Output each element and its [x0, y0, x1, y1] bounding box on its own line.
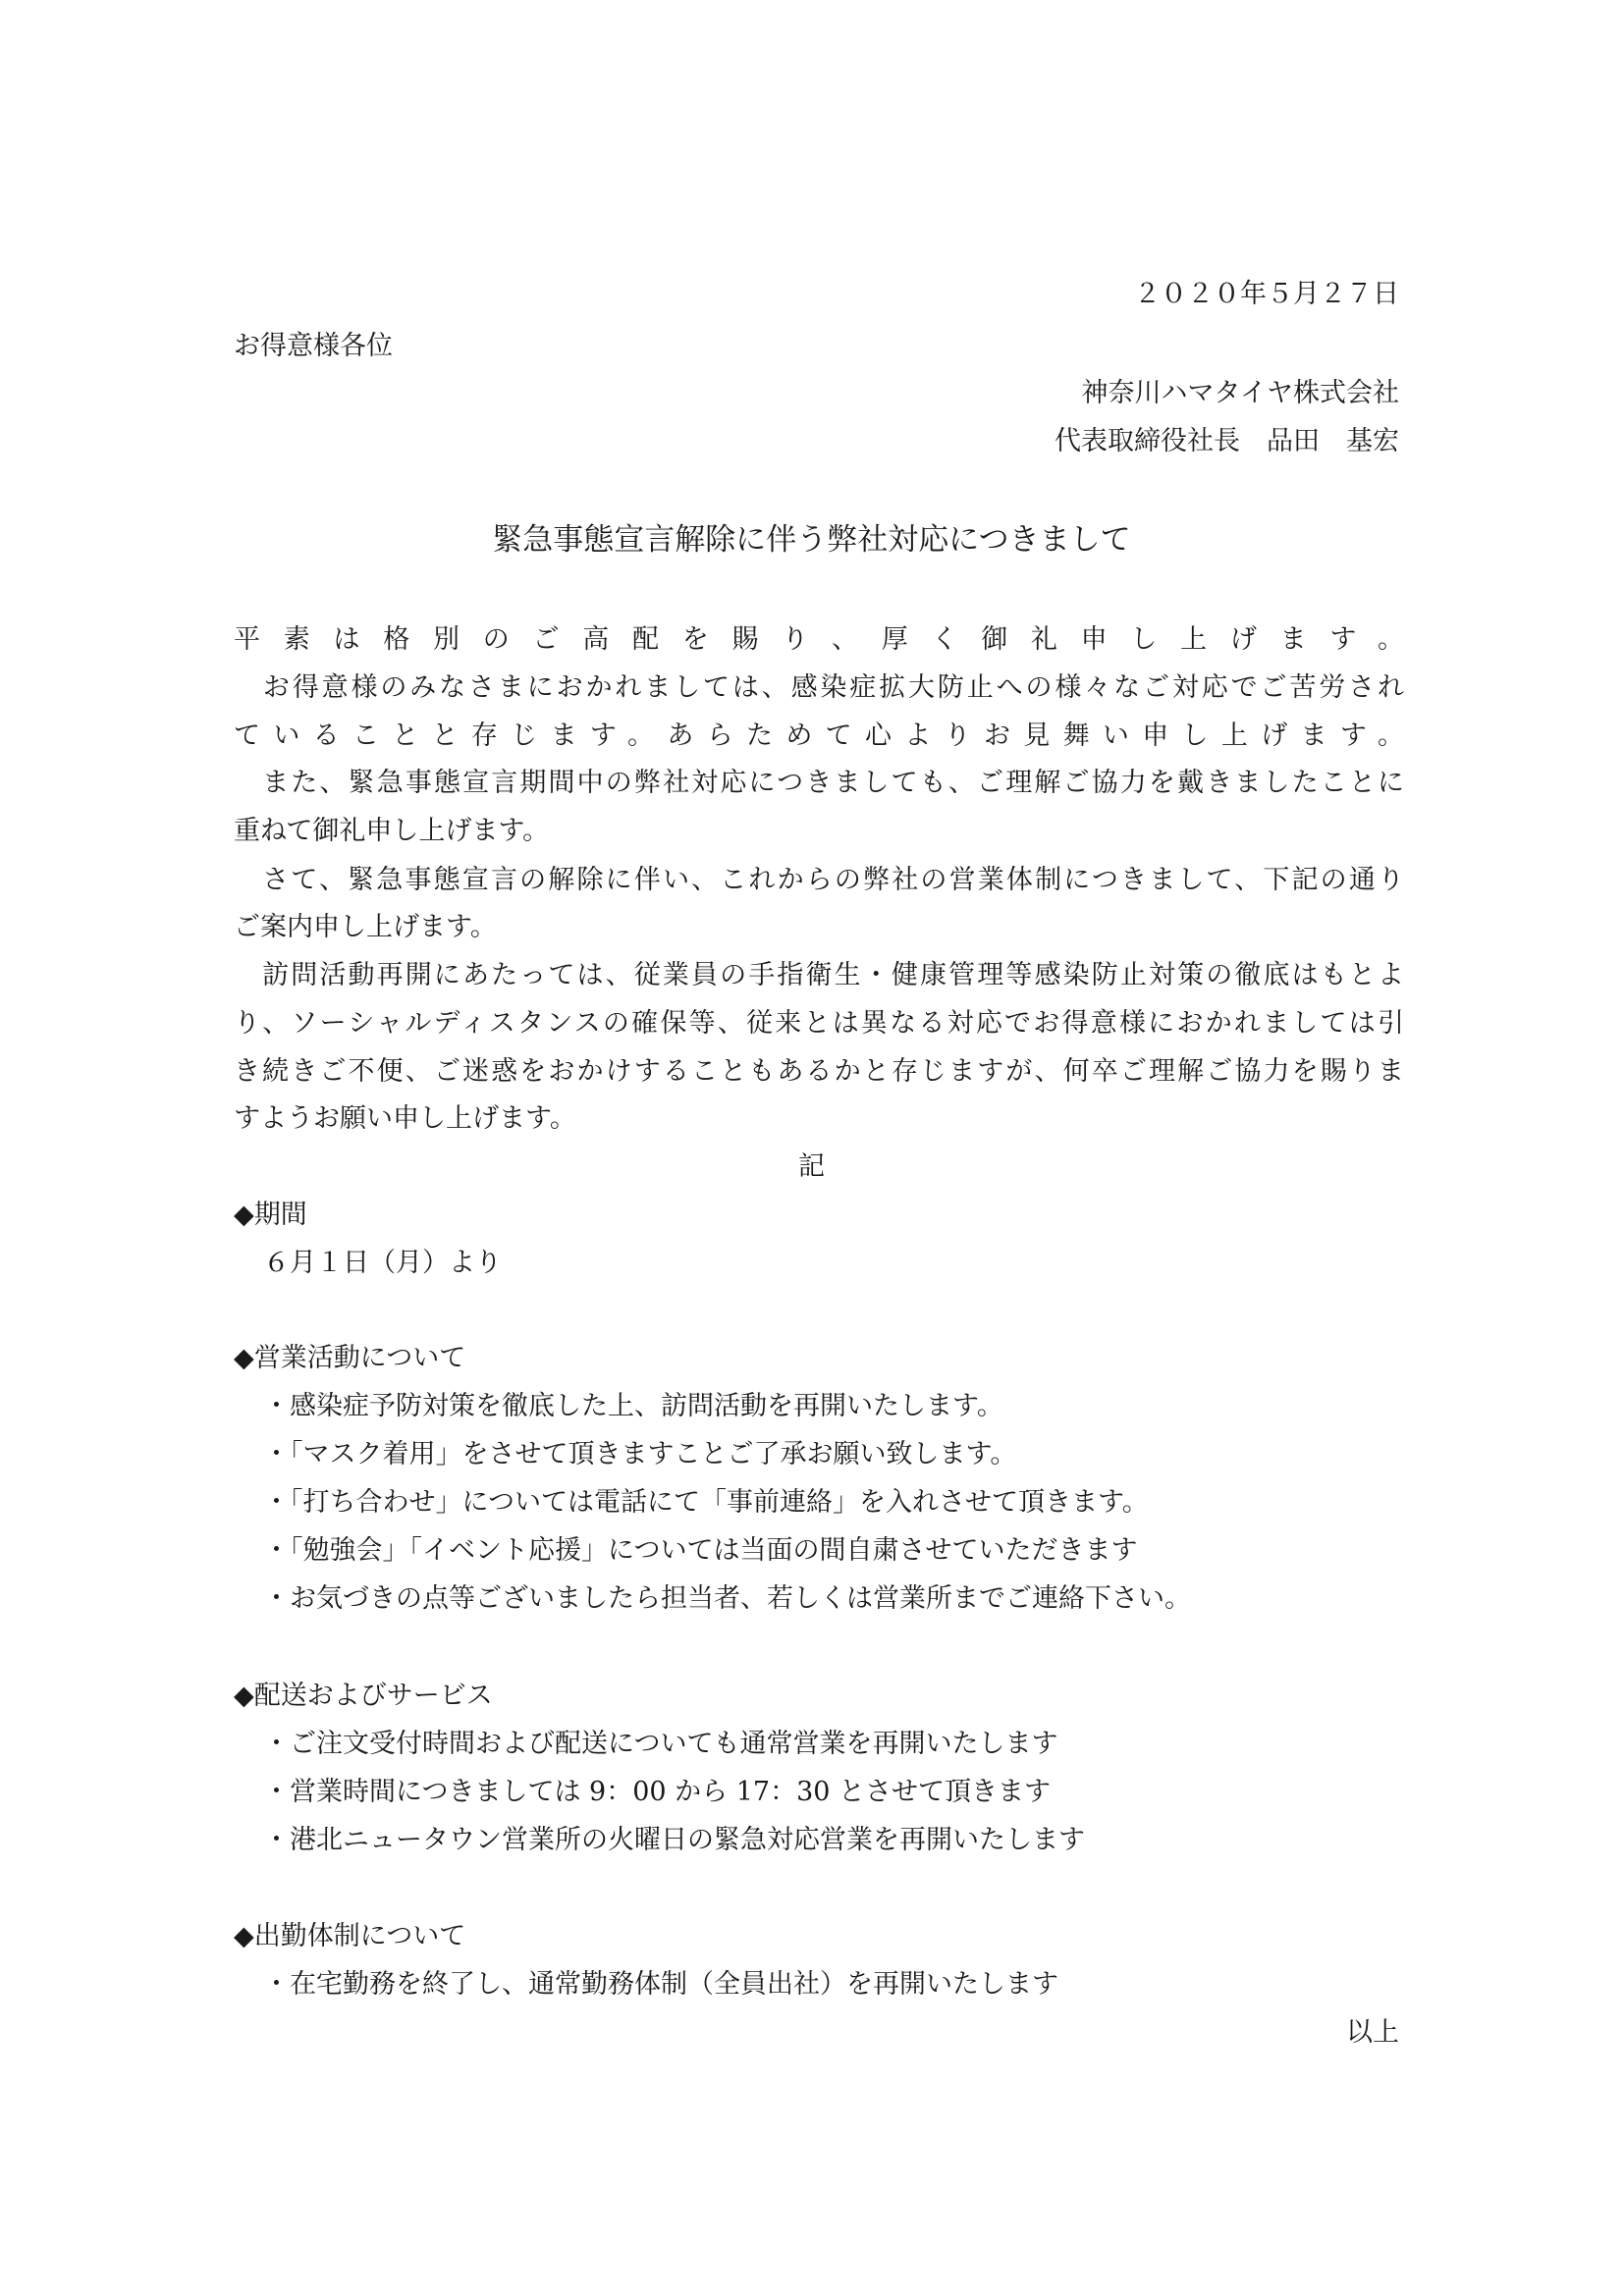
- section-heading: ◆出勤体制について: [234, 1921, 466, 1951]
- list-item: ・ご注文受付時間および配送についても通常営業を再開いたします: [263, 1729, 1058, 1759]
- body-line: すようお願い申し上げます。: [234, 1103, 576, 1134]
- body-line: さて、緊急事態宣言の解除に伴い、これからの弊社の営業体制につきまして、下記の通り: [234, 865, 1404, 895]
- list-item: ・感染症予防対策を徹底した上、訪問活動を再開いたします。: [263, 1391, 1003, 1421]
- body-line: また、緊急事態宣言期間中の弊社対応につきましても、ご理解ご協力を戴きましたことに: [234, 768, 1404, 798]
- list-item: ・在宅勤務を終了し、通常勤務体制（全員出社）を再開いたします: [263, 1969, 1058, 2000]
- body-line: お得意様のみなさまにおかれましては、感染症拡大防止への様々なご対応でご苦労され: [234, 672, 1404, 703]
- body-line: ご案内申し上げます。: [234, 912, 497, 942]
- section-heading: ◆営業活動について: [234, 1343, 466, 1373]
- list-item: ・「打ち合わせ」については電話にて「事前連絡」を入れさせて頂きます。: [263, 1487, 1149, 1518]
- closing-ijou: 以上: [1346, 2017, 1399, 2048]
- list-item: ・「勉強会」「イベント応援」については当面の間自粛させていただきます: [263, 1535, 1138, 1566]
- body-line: き続きご不便、ご迷惑をおかけすることもあるかと存じますが、何卒ご理解ご協力を賜りま: [234, 1056, 1404, 1087]
- list-item: ・港北ニュータウン営業所の火曜日の緊急対応営業を再開いたします: [263, 1825, 1085, 1855]
- date: ２０２０年５月２７日: [1134, 279, 1399, 309]
- recipient: お得意様各位: [234, 331, 393, 361]
- body-line: 平素は格別のご高配を賜り、厚く御礼申し上げます。: [234, 624, 1404, 655]
- ki-marker: 記: [798, 1151, 825, 1182]
- list-item: ６月１日（月）より: [263, 1248, 502, 1278]
- body-line: り、ソーシャルディスタンスの確保等、従来とは異なる対応でお得意様におかれましては引: [234, 1008, 1404, 1039]
- section-heading: ◆配送およびサービス: [234, 1681, 493, 1711]
- list-item: ・お気づきの点等ございましたら担当者、若しくは営業所までご連絡下さい。: [263, 1583, 1191, 1614]
- company-name: 神奈川ハマタイヤ株式会社: [1081, 378, 1399, 408]
- body-line: 重ねて御礼申し上げます。: [234, 816, 550, 846]
- list-item: ・「マスク着用」をさせて頂きますことご了承お願い致します。: [263, 1439, 1017, 1469]
- page-title: 緊急事態宣言解除に伴う弊社対応につきまして: [492, 522, 1131, 558]
- list-item: ・営業時間につきましては 9：00 から 17：30 とさせて頂きます: [263, 1777, 1052, 1807]
- body-line: 訪問活動再開にあたっては、従業員の手指衛生・健康管理等感染防止対策の徹底はもとよ: [234, 960, 1404, 990]
- representative: 代表取締役社長 品田 基宏: [1055, 426, 1399, 456]
- section-heading: ◆期間: [234, 1200, 307, 1230]
- body-line: ていることと存じます。あらためて心よりお見舞い申し上げます。: [234, 721, 1404, 751]
